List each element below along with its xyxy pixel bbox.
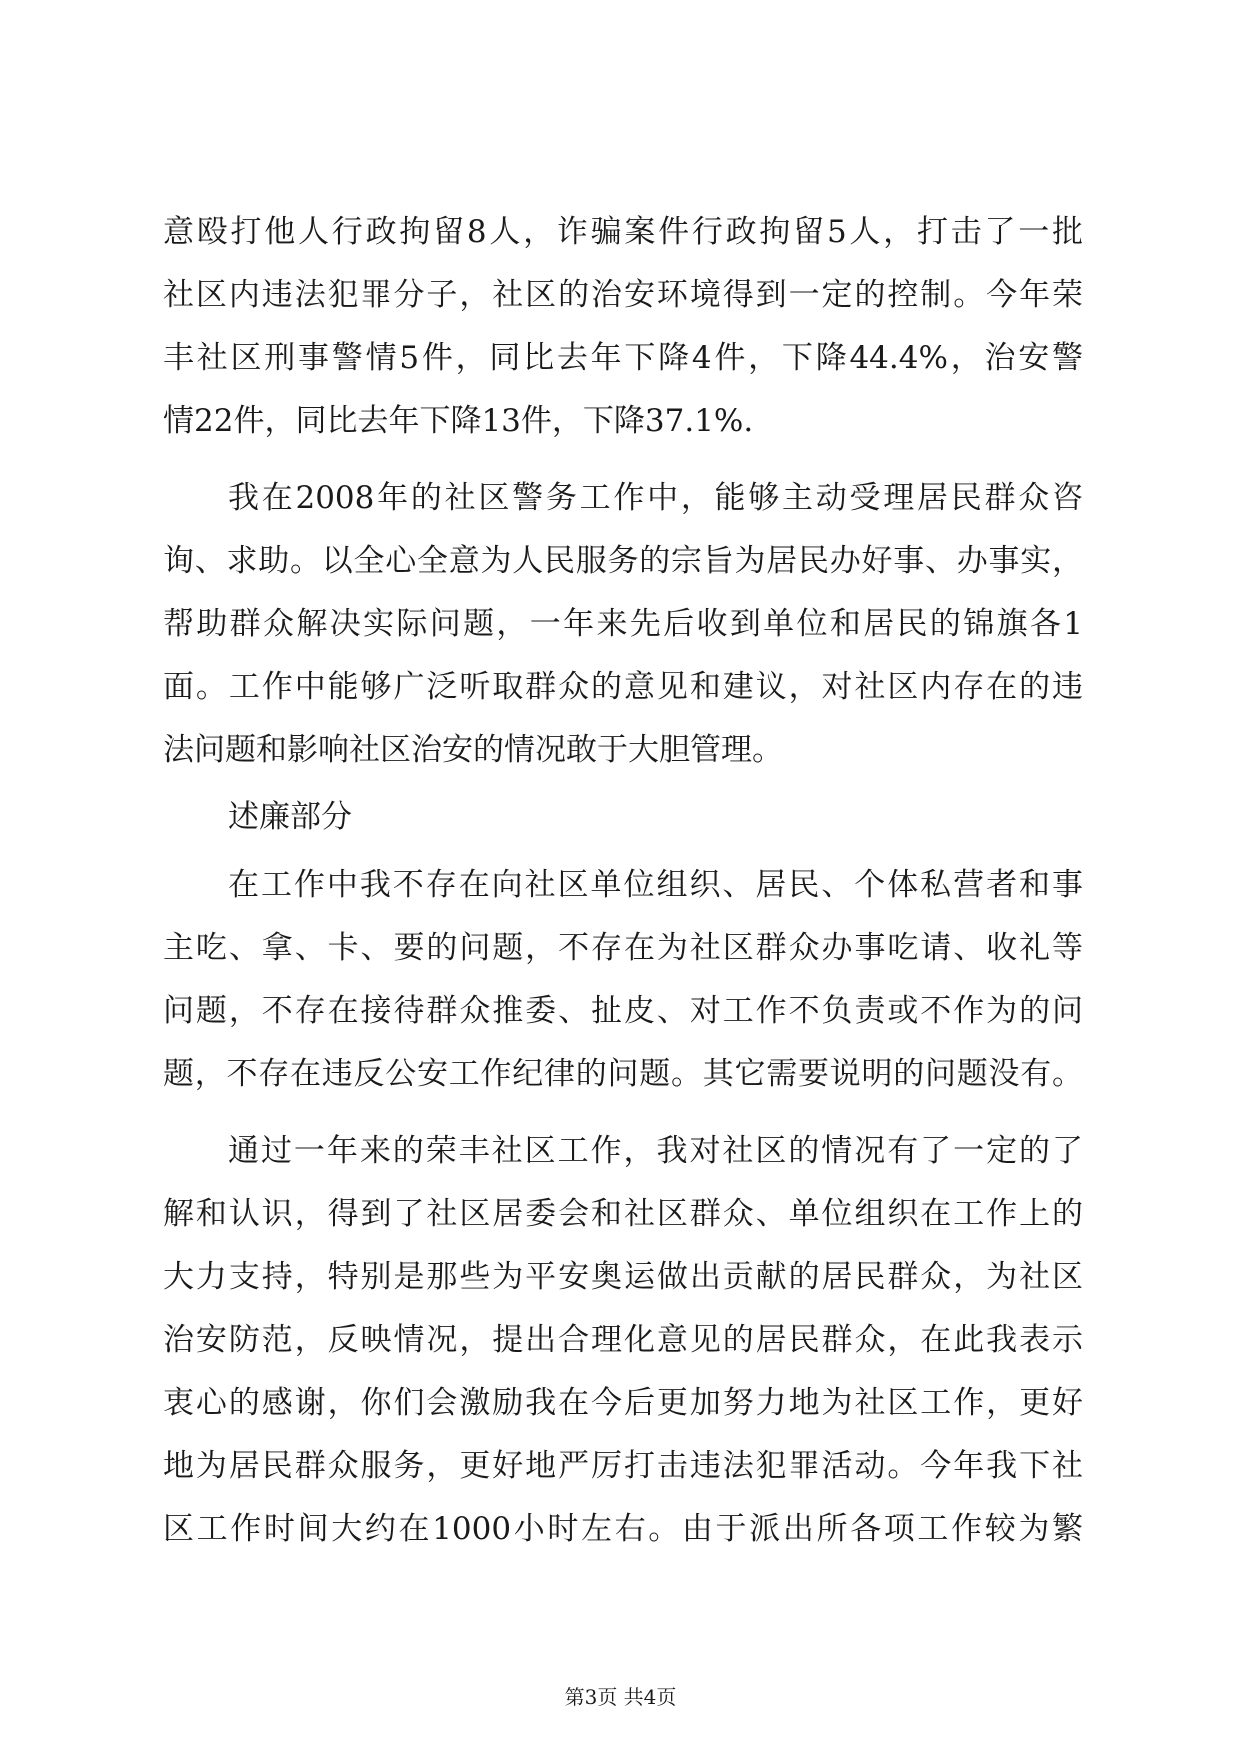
body-text-line: 题，不存在违反公安工作纪律的问题。其它需要说明的问题没有。 xyxy=(163,1056,1083,1092)
body-text-line: 区工作时间大约在1000小时左右。由于派出所各项工作较为繁 xyxy=(163,1511,1083,1547)
body-text-line: 帮助群众解决实际问题，一年来先后收到单位和居民的锦旗各1 xyxy=(163,606,1083,642)
page-number-footer: 第3页 共4页 xyxy=(564,1685,677,1709)
body-text-line: 社区内违法犯罪分子，社区的治安环境得到一定的控制。今年荣 xyxy=(163,277,1083,313)
body-text-line: 意殴打他人行政拘留8人，诈骗案件行政拘留5人，打击了一批 xyxy=(163,214,1083,250)
body-text-line: 治安防范，反映情况，提出合理化意见的居民群众，在此我表示 xyxy=(163,1322,1083,1358)
body-text-line: 地为居民群众服务，更好地严厉打击违法犯罪活动。今年我下社 xyxy=(163,1448,1083,1484)
paragraph-first-line: 通过一年来的荣丰社区工作，我对社区的情况有了一定的了 xyxy=(228,1133,1083,1169)
body-text-line: 解和认识，得到了社区居委会和社区群众、单位组织在工作上的 xyxy=(163,1196,1083,1232)
body-text-line: 面。工作中能够广泛听取群众的意见和建议，对社区内存在的违 xyxy=(163,669,1083,705)
body-text-line: 主吃、拿、卡、要的问题，不存在为社区群众办事吃请、收礼等 xyxy=(163,930,1083,966)
body-text-line: 衷心的感谢，你们会激励我在今后更加努力地为社区工作，更好 xyxy=(163,1385,1083,1421)
body-text-line: 问题，不存在接待群众推委、扯皮、对工作不负责或不作为的问 xyxy=(163,993,1083,1029)
body-text-line: 情22件，同比去年下降13件，下降37.1%. xyxy=(163,403,754,439)
body-text-line: 询、求助。以全心全意为人民服务的宗旨为居民办好事、办事实， xyxy=(163,543,1083,579)
body-text-line: 大力支持，特别是那些为平安奥运做出贡献的居民群众，为社区 xyxy=(163,1259,1083,1295)
paragraph-first-line: 在工作中我不存在向社区单位组织、居民、个体私营者和事 xyxy=(228,867,1083,903)
paragraph-first-line: 我在2008年的社区警务工作中，能够主动受理居民群众咨 xyxy=(228,480,1083,516)
body-text-line: 丰社区刑事警情5件，同比去年下降4件，下降44.4%，治安警 xyxy=(163,340,1083,376)
body-text-line: 法问题和影响社区治安的情况敢于大胆管理。 xyxy=(163,732,783,768)
section-heading: 述廉部分 xyxy=(228,799,352,835)
